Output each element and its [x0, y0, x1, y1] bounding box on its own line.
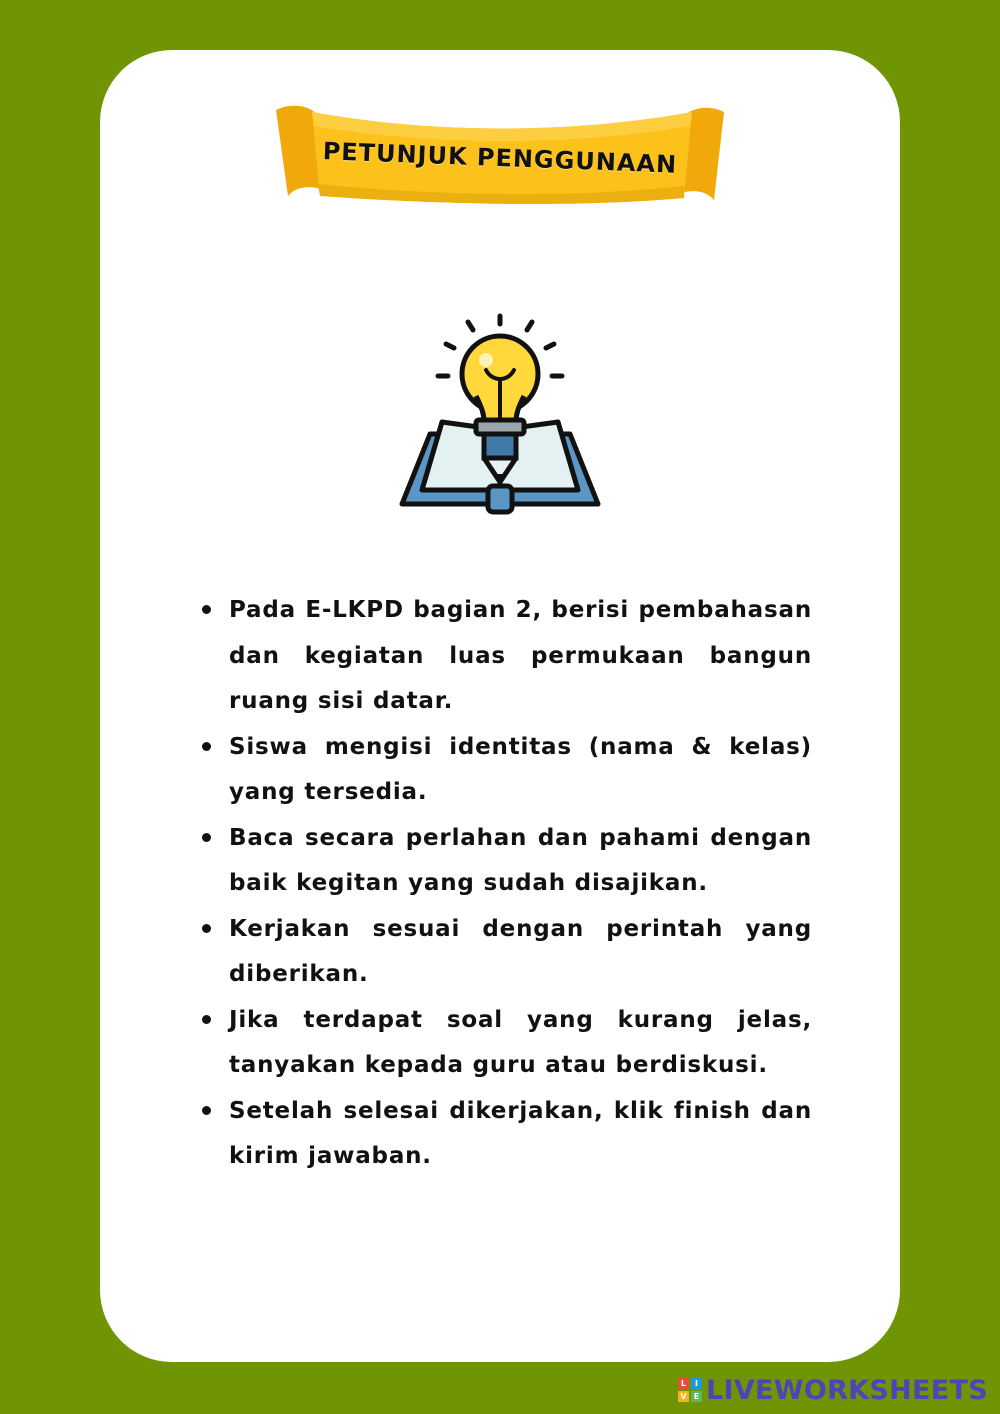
- bullet-icon: [202, 605, 211, 614]
- bullet-icon: [202, 924, 211, 933]
- bullet-icon: [202, 1106, 211, 1115]
- list-item: Pada E-LKPD bagian 2, berisi pembahasan dan kegiatan luas permukaan bangun ruang sisi datar.: [200, 588, 812, 725]
- liveworksheets-brand[interactable]: [678, 1372, 988, 1408]
- list-item: Baca secara perlahan dan pahami dengan baik kegitan yang sudah disajikan.: [200, 816, 812, 907]
- list-item: Setelah selesai dikerjakan, klik finish dan kirim jawaban.: [200, 1089, 812, 1180]
- list-item: Jika terdapat soal yang kurang jelas, tanyakan kepada guru atau berdiskusi.: [200, 998, 812, 1089]
- list-item: Siswa mengisi identitas (nama & kelas) yang tersedia.: [200, 725, 812, 816]
- brand-name: LIVEWORKSHEETS: [705, 1374, 988, 1406]
- bullet-icon: [202, 833, 211, 842]
- instructions-list: [200, 588, 812, 1180]
- liveworksheets-logo-icon: L I V E: [678, 1378, 702, 1402]
- list-item: Kerjakan sesuai dengan perintah yang diberikan.: [200, 907, 812, 998]
- lightbulb-book-icon: [398, 310, 602, 516]
- page-title: PETUNJUK PENGGUNAAN: [322, 137, 678, 179]
- bullet-icon: [202, 1015, 211, 1024]
- bullet-icon: [202, 742, 211, 751]
- title-banner: [272, 100, 728, 212]
